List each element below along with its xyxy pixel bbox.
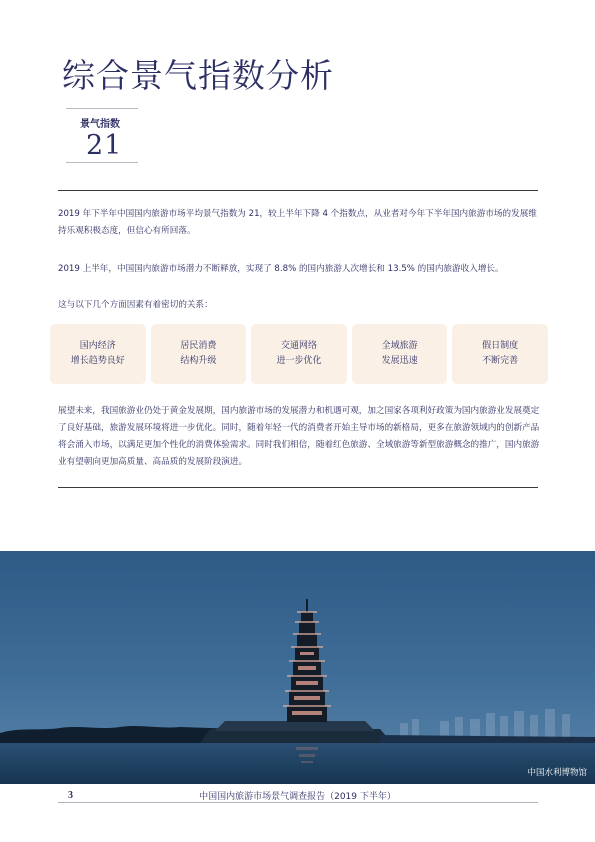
footer-rule bbox=[58, 802, 538, 803]
paragraph-outlook: 展望未来，我国旅游业仍处于黄金发展期，国内旅游市场的发展潜力和机遇可观，加之国家各项利好政策为国内旅游业发展奠定了良好基础，旅游发展环境将进一步优化。同时，随着年轻一代的消费者开始主导市场的新格局，更多在旅游领域内的创新产品将会涌入市场，以满足更加个性化的消费体验需求。同时我们相信，随着红色旅游、全域旅游等新型旅游概念的推广，国内旅游业有望朝向更加高质量、高品质的发展阶段演进。 bbox=[58, 406, 540, 467]
factor-card-economy bbox=[50, 324, 146, 384]
index-top-rule bbox=[66, 108, 138, 109]
pagoda-photo-illustration bbox=[0, 551, 595, 784]
section-divider-bottom bbox=[58, 487, 538, 488]
photo-credit: 中国水利博物馆 bbox=[527, 768, 587, 778]
factor-line: 发展迅速 bbox=[381, 356, 418, 366]
index-bottom-rule bbox=[66, 162, 138, 163]
factor-card-tourism bbox=[352, 324, 448, 384]
factor-line: 结构升级 bbox=[180, 356, 217, 366]
index-label: 景气指数 bbox=[80, 119, 120, 130]
factor-line: 假日制度 bbox=[482, 341, 519, 351]
paragraph-growth: 2019 上半年，中国国内旅游市场潜力不断释放，实现了 8.8% 的国内旅游人次增长和 13.5% 的国内旅游收入增长。 bbox=[58, 264, 504, 274]
paragraph-summary: 2019 年下半年中国国内旅游市场平均景气指数为 21，较上半年下降 4 个指数点，从业者对今年下半年国内旅游市场的发展维持乐观积极态度，但信心有所回落。 bbox=[58, 209, 537, 236]
factor-line: 居民消费 bbox=[180, 341, 217, 351]
factor-line: 不断完善 bbox=[482, 356, 519, 366]
factor-line: 全域旅游 bbox=[381, 341, 418, 351]
page-number: 3 bbox=[68, 790, 73, 801]
section-divider-top bbox=[58, 190, 538, 191]
factor-line: 交通网络 bbox=[280, 341, 317, 351]
factor-line: 增长趋势良好 bbox=[70, 356, 125, 366]
index-value: 21 bbox=[86, 130, 123, 161]
pagoda-photo bbox=[0, 551, 595, 784]
factor-line: 国内经济 bbox=[79, 341, 116, 351]
factor-cards bbox=[50, 324, 548, 384]
page-title: 综合景气指数分析 bbox=[62, 56, 334, 95]
paragraph-factors-intro: 这与以下几个方面因素有着密切的关系： bbox=[58, 300, 213, 310]
index-box bbox=[66, 108, 138, 162]
factor-line: 进一步优化 bbox=[276, 356, 322, 366]
factor-card-transport bbox=[251, 324, 347, 384]
factor-card-holiday bbox=[452, 324, 548, 384]
factor-card-consumption bbox=[151, 324, 247, 384]
footer-report-title: 中国国内旅游市场景气调查报告（2019 下半年） bbox=[199, 792, 396, 802]
